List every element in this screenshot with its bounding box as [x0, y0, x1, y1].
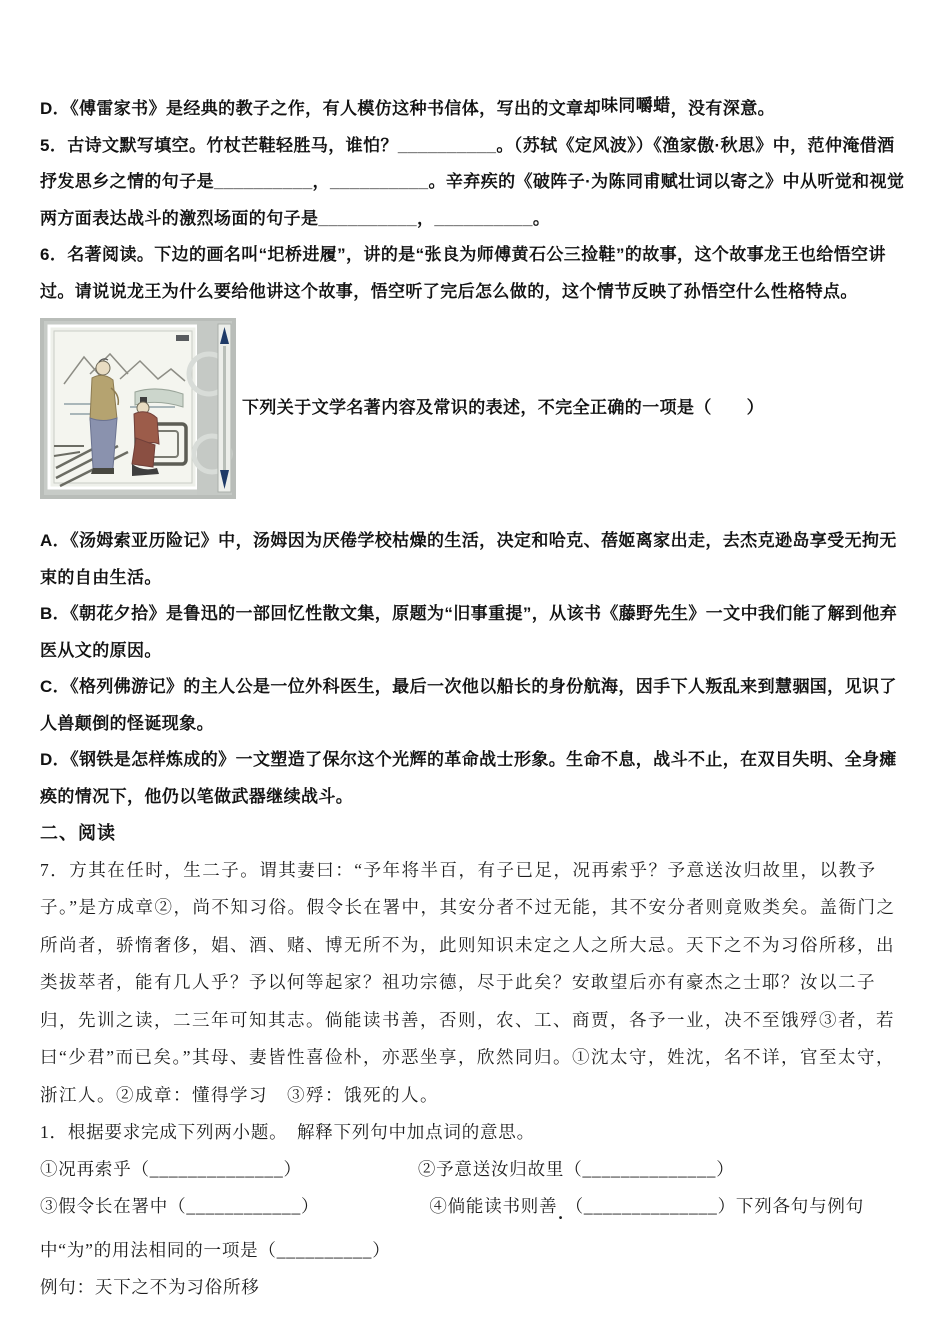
figure-scrollbar	[218, 324, 231, 492]
question-5-dictation: 5．古诗文默写填空。竹杖芒鞋轻胜马，谁怕？__________。（苏轼《定风波》）《渔家傲·秋思》中，范仲淹借酒抒发思乡之情的句子是__________，__________。辛弃疾的《破阵子·为陈同甫赋壮词以寄之》中从听觉和视觉两方面表达战斗的激烈场面的句子是__________，__________。	[40, 135, 905, 228]
option-c-gulliver: C．《格列佛游记》的主人公是一位外科医生，最后一次他以船长的身份航海，因手下人叛乱来到慧骃国，见识了人兽颠倒的怪诞现象。	[40, 677, 897, 733]
blank-row-1	[40, 1151, 910, 1188]
figure-row	[40, 318, 910, 499]
blank-3-jialing: ③假令长在署中（____________）	[40, 1196, 320, 1216]
option-d-fulei-letters	[40, 88, 910, 128]
example-sentence: 例句：天下之不为习俗所移	[40, 1277, 260, 1297]
option-b-zhaohuaxishi: B．《朝花夕拾》是鲁迅的一部回忆性散文集，原题为“旧事重提”，从该书《藤野先生》一文中我们能了解到他弃医从文的原因。	[40, 604, 898, 660]
blank-2-yu-yi-song: ②予意送汝归故里（______________）	[417, 1159, 735, 1179]
story-illustration	[40, 318, 236, 499]
blank-1-kuang-zai-suo: ①况再索乎（______________）	[40, 1159, 302, 1179]
literature-question-stem: 下列关于文学名著内容及常识的表述，不完全正确的一项是（ ）	[242, 398, 764, 418]
blank-4-continuation: （______________）下列各句与例句中“为”的用法相同的一项是（__________）	[40, 1196, 865, 1260]
blank-row-2	[40, 1188, 910, 1269]
emphasis-dot-mark: .	[558, 1203, 564, 1223]
option-d-fulei-raised-idiom: 味同嚼蜡	[600, 96, 671, 115]
option-d-fulei-tail: ，没有深意。	[670, 99, 775, 118]
option-a-tom-sawyer: A．《汤姆索亚历险记》中，汤姆因为厌倦学校枯燥的生活，决定和哈克、蓓姬离家出走，去杰克逊岛享受无拘无束的自由生活。	[40, 531, 897, 587]
option-d-steel: D．《钢铁是怎样炼成的》一文塑造了保尔这个光辉的革命战士形象。生命不息，战斗不止，在双目失明、全身瘫痪的情况下，他仍以笔做武器继续战斗。	[40, 750, 897, 806]
option-d-fulei-text: D．《傅雷家书》是经典的教子之作，有人模仿这种书信体，写出的文章却	[40, 99, 601, 118]
subquestion-1: 1．根据要求完成下列两小题。 解释下列句中加点词的意思。	[40, 1122, 535, 1142]
section-2-heading: 二、阅读	[40, 823, 116, 843]
passage-7-classical-text: 7．方其在任时，生二子。谓其妻曰：“予年将半百，有子已足，况再索乎？予意送汝归故里，以教予子。”是方成章②，尚不知习俗。假令长在署中，其安分者不过无能，其不安分者则竟败类矣。盖衙门之所尚者，骄惰奢侈，娼、酒、赌、博无所不为，此则知识未定之人之所大忌。天下之不为习俗所移，出类拔萃者，能有几人乎？予以何等起家？祖功宗德，尽于此矣？安敢望后亦有豪杰之士耶？汝以二子归，先训之读，二三年可知其志。倘能读书善，否则，农、工、商贾，各予一业，决不至饿殍③者，若曰“少君”而已矣。”其母、妻皆性喜俭朴，亦恶坐享，欣然同归。①沈太守，姓沈，名不详，官至太守，浙江人。②成章：懂得学习 ③殍：饿死的人。	[40, 859, 896, 1105]
blank-4-tangneng: ④倘能读书则善	[429, 1196, 558, 1216]
question-6-famous-book: 6．名著阅读。下边的画名叫“圯桥进履”，讲的是“张良为师傅黄石公三捡鞋”的故事，这个故事龙王也给悟空讲过。请说说龙王为什么要给他讲这个故事，悟空听了完后怎么做的，这个情节反映了孙悟空什么性格特点。	[40, 245, 886, 301]
